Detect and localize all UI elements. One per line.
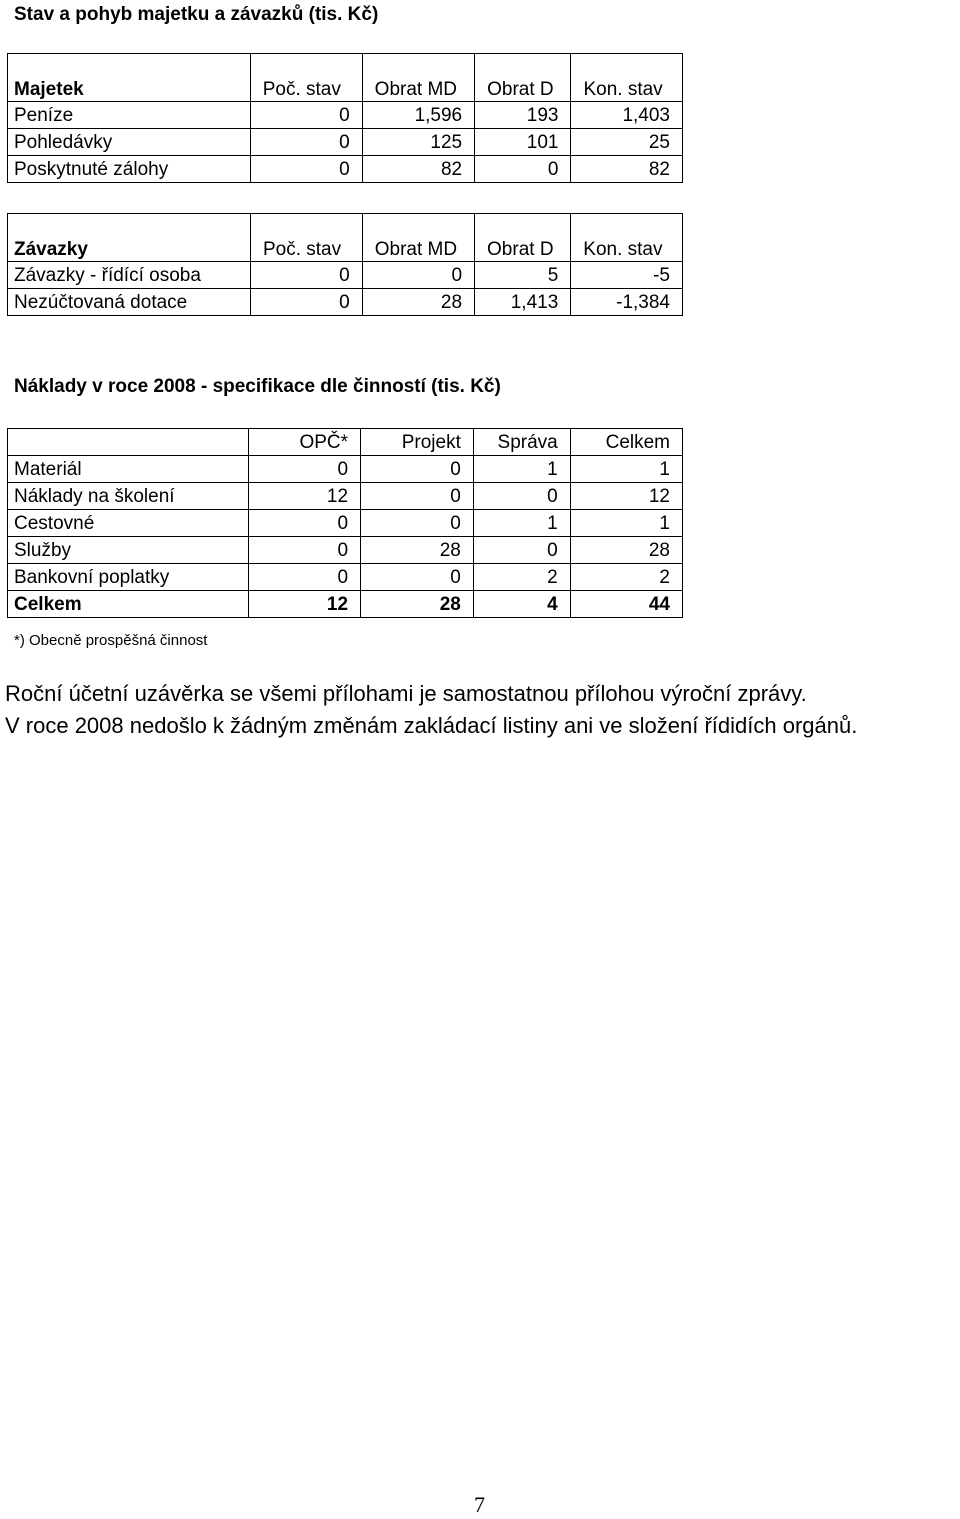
table-cell: 28 [362, 289, 474, 316]
table-cell: -1,384 [571, 289, 683, 316]
table-cell: -5 [571, 262, 683, 289]
section-title-assets-liabilities: Stav a pohyb majetku a závazků (tis. Kč) [14, 4, 379, 25]
total-row [8, 591, 683, 618]
header-cell: Kon. stav [571, 214, 683, 262]
table-row [8, 537, 683, 564]
table-cell: 44 [570, 591, 682, 618]
table-row [8, 262, 683, 289]
table-cell: 0 [248, 456, 360, 483]
row-label: Bankovní poplatky [8, 564, 249, 591]
header-cell: Závazky [8, 214, 251, 262]
table-cell: 0 [248, 510, 360, 537]
table-cell: 0 [250, 102, 362, 129]
header-cell: Obrat D [475, 54, 571, 102]
header-cell: Majetek [8, 54, 251, 102]
header-cell: Poč. stav [250, 54, 362, 102]
table-row [8, 102, 683, 129]
table-row [8, 156, 683, 183]
table-cell: 28 [361, 591, 474, 618]
table-cell: 0 [361, 510, 474, 537]
table-cell: 1 [473, 510, 570, 537]
table-cell: 28 [570, 537, 682, 564]
table-header-row [8, 214, 683, 262]
row-label: Služby [8, 537, 249, 564]
table-cell: 82 [571, 156, 683, 183]
header-cell: Poč. stav [250, 214, 362, 262]
row-label: Cestovné [8, 510, 249, 537]
table-cell: 12 [248, 483, 360, 510]
table-cell: 0 [250, 289, 362, 316]
table-row [8, 564, 683, 591]
table-cell: 1,413 [475, 289, 571, 316]
table-cell: 125 [362, 129, 474, 156]
table-row [8, 456, 683, 483]
row-label: Peníze [8, 102, 251, 129]
table-cell: 0 [361, 564, 474, 591]
table-row [8, 483, 683, 510]
paragraph: V roce 2008 nedošlo k žádným změnám zakládací listiny ani ve složení řídidích orgánů. [5, 713, 858, 738]
table-cell: 2 [570, 564, 682, 591]
table-cell: 5 [475, 262, 571, 289]
table-row [8, 510, 683, 537]
row-label: Celkem [8, 591, 249, 618]
table-row [8, 289, 683, 316]
header-cell: Kon. stav [571, 54, 683, 102]
header-cell: OPČ* [248, 429, 360, 456]
table-cell: 4 [473, 591, 570, 618]
header-cell: Celkem [570, 429, 682, 456]
costs-table [7, 428, 683, 618]
table-cell: 0 [250, 156, 362, 183]
table-cell: 0 [473, 483, 570, 510]
header-cell: Obrat MD [362, 54, 474, 102]
row-label: Nezúčtovaná dotace [8, 289, 251, 316]
section-title-costs: Náklady v roce 2008 - specifikace dle činností (tis. Kč) [14, 376, 501, 397]
assets-table [7, 53, 683, 183]
table-cell: 28 [361, 537, 474, 564]
row-label: Poskytnuté zálohy [8, 156, 251, 183]
table-cell: 82 [362, 156, 474, 183]
table-cell: 0 [362, 262, 474, 289]
table-cell: 0 [361, 456, 474, 483]
header-cell [8, 429, 249, 456]
table-cell: 0 [473, 537, 570, 564]
page-number: 7 [474, 1492, 485, 1517]
table-cell: 1,596 [362, 102, 474, 129]
table-cell: 0 [248, 537, 360, 564]
header-cell: Správa [473, 429, 570, 456]
header-cell: Obrat MD [362, 214, 474, 262]
table-cell: 0 [250, 129, 362, 156]
table-header-row [8, 429, 683, 456]
footnote: *) Obecně prospěšná činnost [14, 632, 208, 649]
table-cell: 1,403 [571, 102, 683, 129]
table-row [8, 129, 683, 156]
table-cell: 12 [570, 483, 682, 510]
table-cell: 101 [475, 129, 571, 156]
table-cell: 2 [473, 564, 570, 591]
row-label: Pohledávky [8, 129, 251, 156]
table-cell: 0 [250, 262, 362, 289]
table-cell: 1 [570, 510, 682, 537]
table-cell: 12 [248, 591, 360, 618]
table-cell: 1 [570, 456, 682, 483]
table-cell: 193 [475, 102, 571, 129]
row-label: Závazky - řídící osoba [8, 262, 251, 289]
row-label: Materiál [8, 456, 249, 483]
row-label: Náklady na školení [8, 483, 249, 510]
table-cell: 1 [473, 456, 570, 483]
table-header-row [8, 54, 683, 102]
liabilities-table [7, 213, 683, 316]
table-cell: 0 [248, 564, 360, 591]
table-cell: 0 [475, 156, 571, 183]
paragraph: Roční účetní uzávěrka se všemi přílohami je samostatnou přílohou výroční zprávy. [5, 681, 807, 706]
header-cell: Obrat D [475, 214, 571, 262]
table-cell: 0 [361, 483, 474, 510]
header-cell: Projekt [361, 429, 474, 456]
table-cell: 25 [571, 129, 683, 156]
